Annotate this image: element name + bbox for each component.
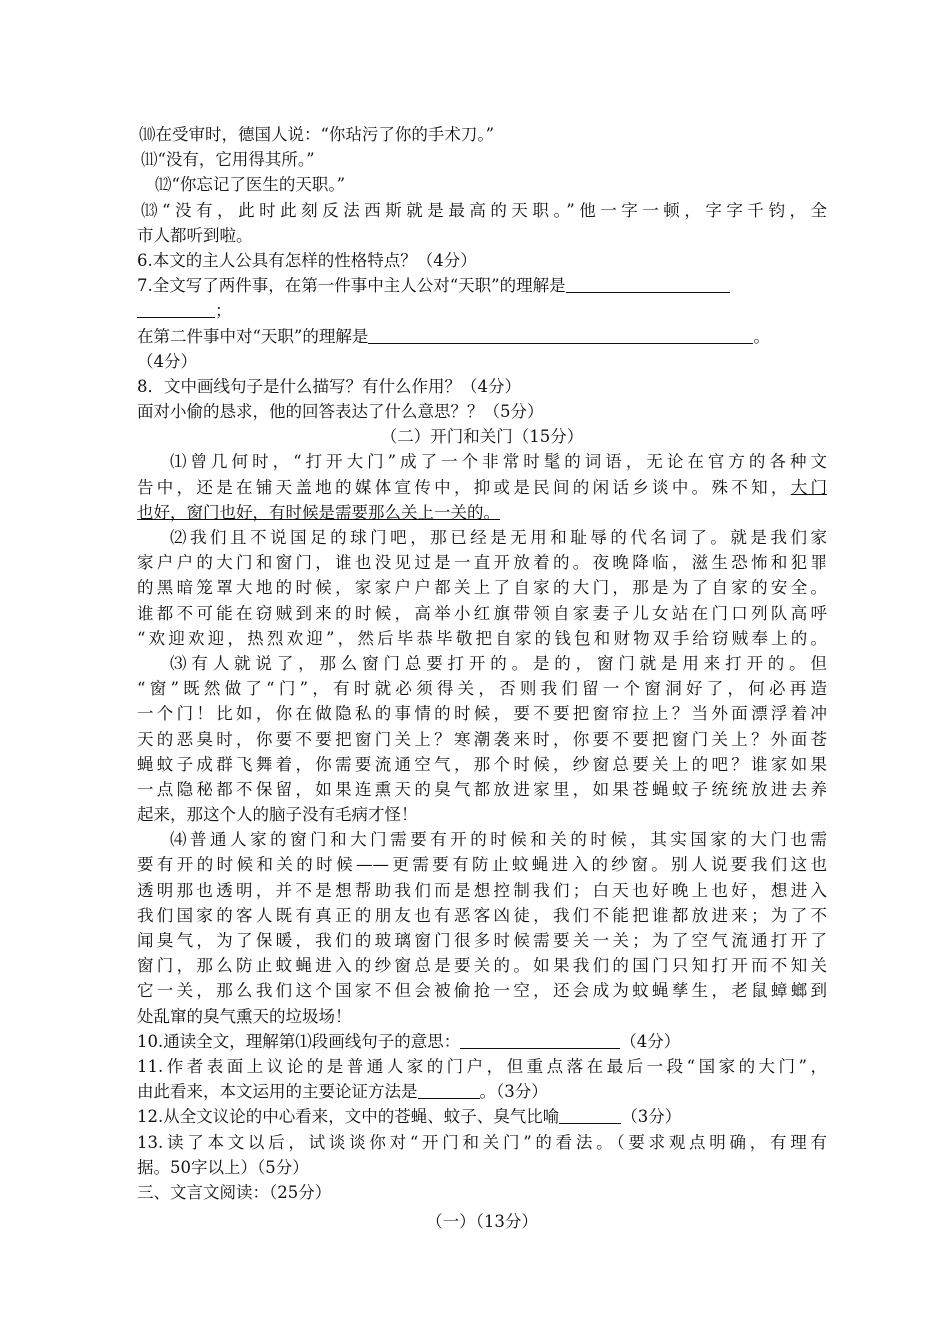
question-11-text: 由此看来，本文运用的主要论证方法是: [137, 1082, 418, 1102]
question-13-line2: 据。50字以上）（5分）: [137, 1157, 309, 1177]
p2-para4-line7: 它一关，那么我们这个国家不但会被偷抢一空，还会成为蚊蝇孳生，老鼠蟑螂到: [137, 981, 827, 1001]
passage-paragraph-13-line2: 市人都听到啦。: [137, 225, 253, 245]
p2-para3-line1: ⑶有人就说了，那么窗门总要打开的。是的，窗门就是用来打开的。但: [170, 653, 827, 673]
question-11-line1: 11.作者表面上议论的是普通人家的门户，但重点落在最后一段“国家的大门”，: [137, 1056, 827, 1076]
question-7-period: 。: [753, 326, 770, 346]
p2-para4-line4: 我们国家的客人既有真正的朋友也有恶客凶徒，我们不能把谁都放进来；为了不: [137, 905, 827, 925]
p2-para2-line3: 的黑暗笼罩大地的时候，家家户户都关上了自家的大门，那是为了自家的安全。: [137, 578, 827, 598]
question-12-text: 12.从全文议论的中心看来，文中的苍蝇、蚊子、臭气比喻: [137, 1107, 560, 1127]
question-7-second-text: 在第二件事中对“天职”的理解是: [137, 326, 369, 346]
p2-para4-line2: 要有开的时候和关的时候——更需要有防止蚊蝇进入的纱窗。别人说要我们这也: [137, 855, 827, 875]
passage-paragraph-10: ⑽在受审时，德国人说：“你玷污了你的手术刀。”: [139, 125, 495, 144]
p2-para1-line2: [137, 475, 827, 500]
question-10-score: （4分）: [620, 1031, 681, 1051]
question-7-line1: [137, 273, 827, 298]
p2-para3-line4: 天的恶臭时，你要不要把窗门关上？寒潮袭来时，你要不要把窗门关上？外面苍: [137, 729, 827, 749]
answer-blank-7a[interactable]: [566, 274, 730, 293]
p2-para4-line5: 闻臭气，为了保暖，我们的玻璃窗门很多时候需要关一关；为了空气流通打开了: [137, 931, 827, 950]
answer-blank-7b[interactable]: [368, 325, 753, 344]
p2-para4-line6: 窗门，那么防止蚊蝇进入的纱窗总是要关的。如果我们的国门只知打开而不知关: [137, 956, 827, 976]
p2-para3-line3: 一个门！比如，你在做隐私的事情的时候，要不要把窗帘拉上？当外面漂浮着冲: [137, 704, 827, 724]
question-6: 6.本文的主人公具有怎样的性格特点？（4分）: [137, 250, 477, 270]
question-7-semicolon: ；: [215, 301, 232, 321]
answer-blank-10[interactable]: [460, 1030, 620, 1049]
question-11-line2: [137, 1079, 827, 1104]
question-9: 面对小偷的恳求，他的回答表达了什么意思？？（5分）: [137, 402, 544, 422]
p2-para1-line2-text: 告中，还是在铺天盖地的媒体宣传中，抑或是民间的闲话乡谈中。殊不知，: [137, 477, 791, 497]
answer-blank-7a-cont[interactable]: [137, 299, 215, 318]
p2-para4-line3: 透明那也透明，并不是想帮助我们而是想控制我们；白天也好晚上也好，想进入: [137, 880, 827, 900]
question-12-score: （3分）: [621, 1107, 682, 1127]
passage-2-title: （二）开门和关门（15分）: [380, 427, 584, 447]
p2-para3-line7: 起来，那这个人的脑子没有毛病才怪！: [137, 805, 418, 825]
question-12: [137, 1104, 827, 1129]
underlined-sentence-part1: 大门: [790, 477, 827, 497]
question-13-line1: 13.读了本文以后，试谈谈你对“开门和关门”的看法。（要求观点明确，有理有: [137, 1132, 827, 1152]
question-8: 8．文中画线句子是什么描写？有什么作用？（4分）: [137, 376, 521, 396]
question-10: [137, 1029, 827, 1054]
p2-para4-line1: ⑷普通人家的窗门和大门需要有开的时候和关的时候，其实国家的大门也需: [170, 830, 827, 850]
p2-para2-line2: 家户户的大门和窗门，谁也没见过是一直开放着的。夜晚降临，滋生恐怖和犯罪: [137, 553, 827, 573]
question-7-line2: [137, 298, 827, 323]
question-7-score: （4分）: [137, 351, 197, 371]
p2-para1-line1: ⑴曾几何时，“打开大门”成了一个非常时髦的词语，无论在官方的各种文: [170, 452, 827, 472]
passage-paragraph-12: ⑿“你忘记了医生的天职。”: [155, 175, 346, 195]
question-10-text: 10.通读全文，理解第⑴段画线句子的意思：: [137, 1031, 461, 1051]
p2-para4-line8: 处乱窜的臭气熏天的垃圾场！: [137, 1006, 352, 1026]
section-3-heading: 三、文言文阅读：（25分）: [137, 1182, 332, 1202]
question-7-text: 7.全文写了两件事，在第一件事中主人公对“天职”的理解是: [137, 276, 566, 296]
answer-blank-11[interactable]: [418, 1080, 480, 1099]
p2-para3-line5: 蝇蚊子成群飞舞着，你需要流通空气，那个时候，纱窗总要关上的吧？谁家如果: [137, 754, 827, 774]
underlined-sentence-part2: 也好，窗门也好，有时候是需要那么关上一关的。: [137, 502, 500, 522]
p2-para1-line3: [137, 500, 827, 525]
p2-para2-line1: ⑵我们且不说国足的球门吧，那已经是无用和耻辱的代名词了。就是我们家: [170, 528, 827, 547]
question-11-score: 。（3分）: [479, 1082, 548, 1102]
p2-para3-line6: 一点隐秘都不保留，如果连熏天的臭气都放进家里，如果苍蝇蚊子统统放进去养: [137, 779, 827, 799]
passage-paragraph-13-line1: ⒀“没有，此时此刻反法西斯就是最高的天职。”他一字一顿，字字千钧，全: [141, 200, 827, 220]
section-3-subheading: （一）（13分）: [426, 1212, 538, 1232]
question-7-line3: [137, 324, 827, 349]
p2-para3-line2: “窗”既然做了“门”，有时就必须得关，否则我们留一个窗洞好了，何必再造: [137, 679, 827, 699]
exam-page: [137, 122, 827, 1234]
answer-blank-12[interactable]: [559, 1105, 621, 1124]
p2-para2-line5: “欢迎欢迎，热烈欢迎”，然后毕恭毕敬把自家的钱包和财物双手给窃贼奉上的。: [137, 628, 827, 648]
passage-paragraph-11: ⑾“没有，它用得其所。”: [141, 150, 315, 170]
p2-para2-line4: 谁都不可能在窃贼到来的时候，高举小红旗带领自家妻子儿女站在门口列队高呼: [137, 603, 827, 623]
